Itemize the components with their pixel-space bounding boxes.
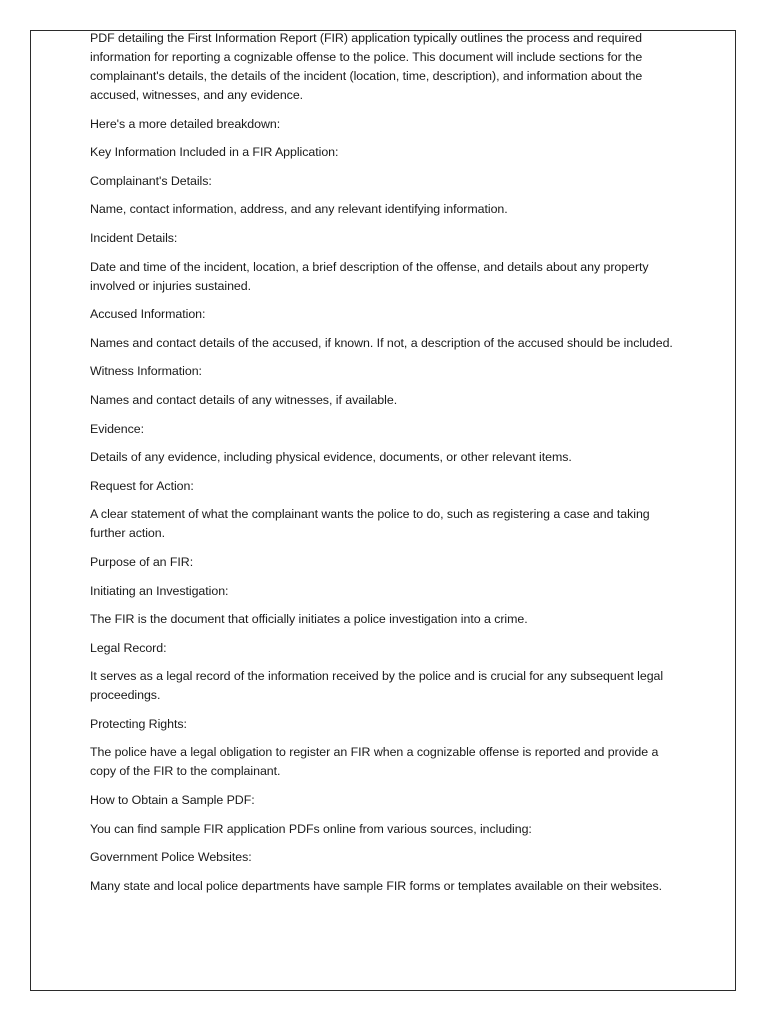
heading-protecting-rights: Protecting Rights: xyxy=(90,716,187,731)
text-protecting-rights: The police have a legal obligation to register an FIR when a cognizable offense is reported and provide a copy of the FIR to the complainant. xyxy=(90,745,659,779)
heading-incident-details: Incident Details: xyxy=(90,230,178,245)
section-heading-purpose: Purpose of an FIR: xyxy=(90,554,194,569)
section-heading-key-information: Key Information Included in a FIR Application: xyxy=(90,145,339,160)
heading-government-police-websites: Government Police Websites: xyxy=(90,850,252,865)
intro-paragraph: PDF detailing the First Information Report (FIR) application typically outlines the process and required information for reporting a cognizable offense to the police. This document will include sections for the complainant's details, the details of the incident (location, time, description), and information about the accused, witnesses, and any evidence. xyxy=(90,31,643,102)
text-legal-record: It serves as a legal record of the information received by the police and is crucial for any subsequent legal proceedings. xyxy=(90,669,664,703)
text-complainant-details: Name, contact information, address, and any relevant identifying information. xyxy=(90,202,508,217)
text-initiating-investigation: The FIR is the document that officially initiates a police investigation into a crime. xyxy=(90,612,528,627)
text-incident-details: Date and time of the incident, location, a brief description of the offense, and details about any property involved or injuries sustained. xyxy=(90,259,649,293)
text-request-for-action: A clear statement of what the complainant wants the police to do, such as registering a case and taking further action. xyxy=(90,507,650,541)
document-page xyxy=(30,30,736,991)
text-government-police-websites: Many state and local police departments have sample FIR forms or templates available on their websites. xyxy=(90,878,662,893)
heading-legal-record: Legal Record: xyxy=(90,640,167,655)
heading-accused-information: Accused Information: xyxy=(90,307,206,322)
heading-evidence: Evidence: xyxy=(90,421,144,436)
text-obtain-sample: You can find sample FIR application PDFs online from various sources, including: xyxy=(90,821,532,836)
heading-request-for-action: Request for Action: xyxy=(90,478,194,493)
section-heading-obtain-sample: How to Obtain a Sample PDF: xyxy=(90,793,255,808)
text-accused-information: Names and contact details of the accused, if known. If not, a description of the accused should be included. xyxy=(90,335,673,350)
text-evidence: Details of any evidence, including physical evidence, documents, or other relevant items. xyxy=(90,450,572,465)
heading-initiating-investigation: Initiating an Investigation: xyxy=(90,583,229,598)
heading-witness-information: Witness Information: xyxy=(90,364,202,379)
breakdown-intro: Here's a more detailed breakdown: xyxy=(90,116,281,131)
text-witness-information: Names and contact details of any witnesses, if available. xyxy=(90,392,398,407)
heading-complainant-details: Complainant's Details: xyxy=(90,173,212,188)
document-body xyxy=(90,30,680,905)
